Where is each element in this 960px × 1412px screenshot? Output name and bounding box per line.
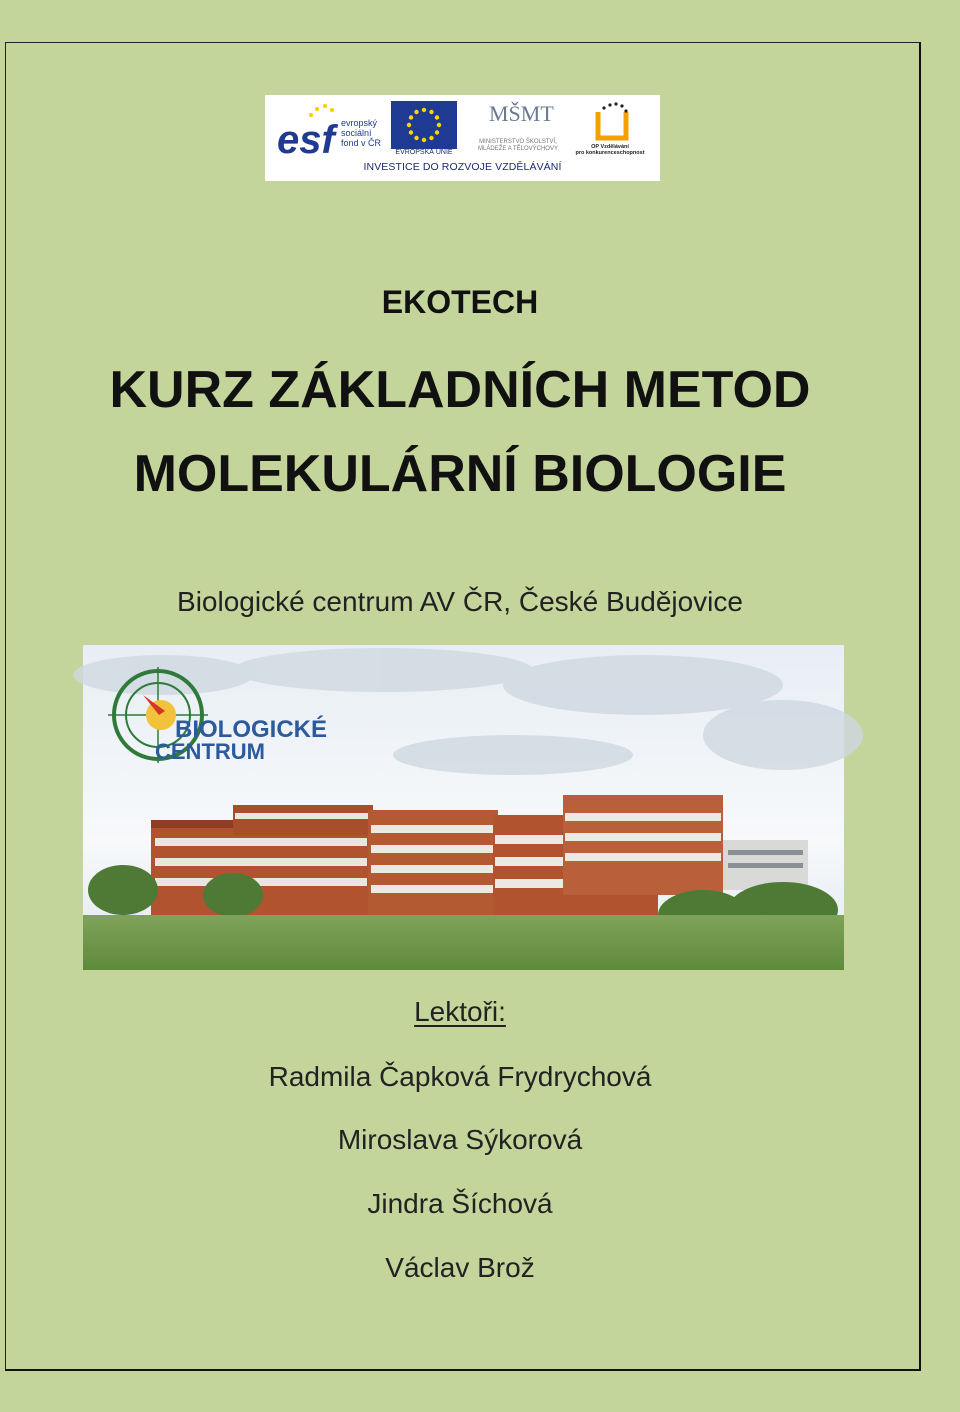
op-text: OP Vzdělávání pro konkurenceschopnost bbox=[575, 144, 645, 156]
lecturer-name: Jindra Šíchová bbox=[367, 1188, 553, 1219]
institution-name: Biologické centrum AV ČR, České Budějovice bbox=[177, 586, 743, 617]
esf-text: evropský sociální fond v ČR bbox=[341, 118, 382, 148]
course-title-line1: KURZ ZÁKLADNÍCH METOD bbox=[109, 361, 811, 419]
logo-caption: INVESTICE DO ROZVOJE VZDĚLÁVÁNÍ bbox=[363, 161, 562, 173]
esf-logo bbox=[277, 101, 341, 164]
lecturer-name: Miroslava Sýkorová bbox=[337, 1124, 583, 1155]
program-name: EKOTECH bbox=[381, 284, 539, 320]
eu-flag bbox=[391, 101, 457, 149]
logo-text-line2: CENTRUM bbox=[155, 739, 265, 764]
building-photo bbox=[83, 645, 844, 970]
lecturer-name: Radmila Čapková Frydrychová bbox=[268, 1061, 652, 1092]
course-title-line2: MOLEKULÁRNÍ BIOLOGIE bbox=[133, 445, 787, 503]
msmt-text: MINISTERSTVO ŠKOLSTVÍ, MLÁDEŽE A TĚLOVÝCHOVY bbox=[478, 139, 558, 152]
msmt-mark: MŠMT bbox=[489, 101, 554, 126]
lecturer-name: Václav Brož bbox=[385, 1252, 535, 1283]
lecturers-heading: Lektoři: bbox=[414, 996, 506, 1027]
op-logo bbox=[590, 100, 634, 149]
esf-mark: esf bbox=[277, 118, 335, 162]
eu-label: EVROPSKÁ UNIE bbox=[395, 149, 453, 156]
logo-text-line1: BIOLOGICKÉ bbox=[175, 716, 328, 743]
funding-logo-strip bbox=[265, 95, 660, 181]
